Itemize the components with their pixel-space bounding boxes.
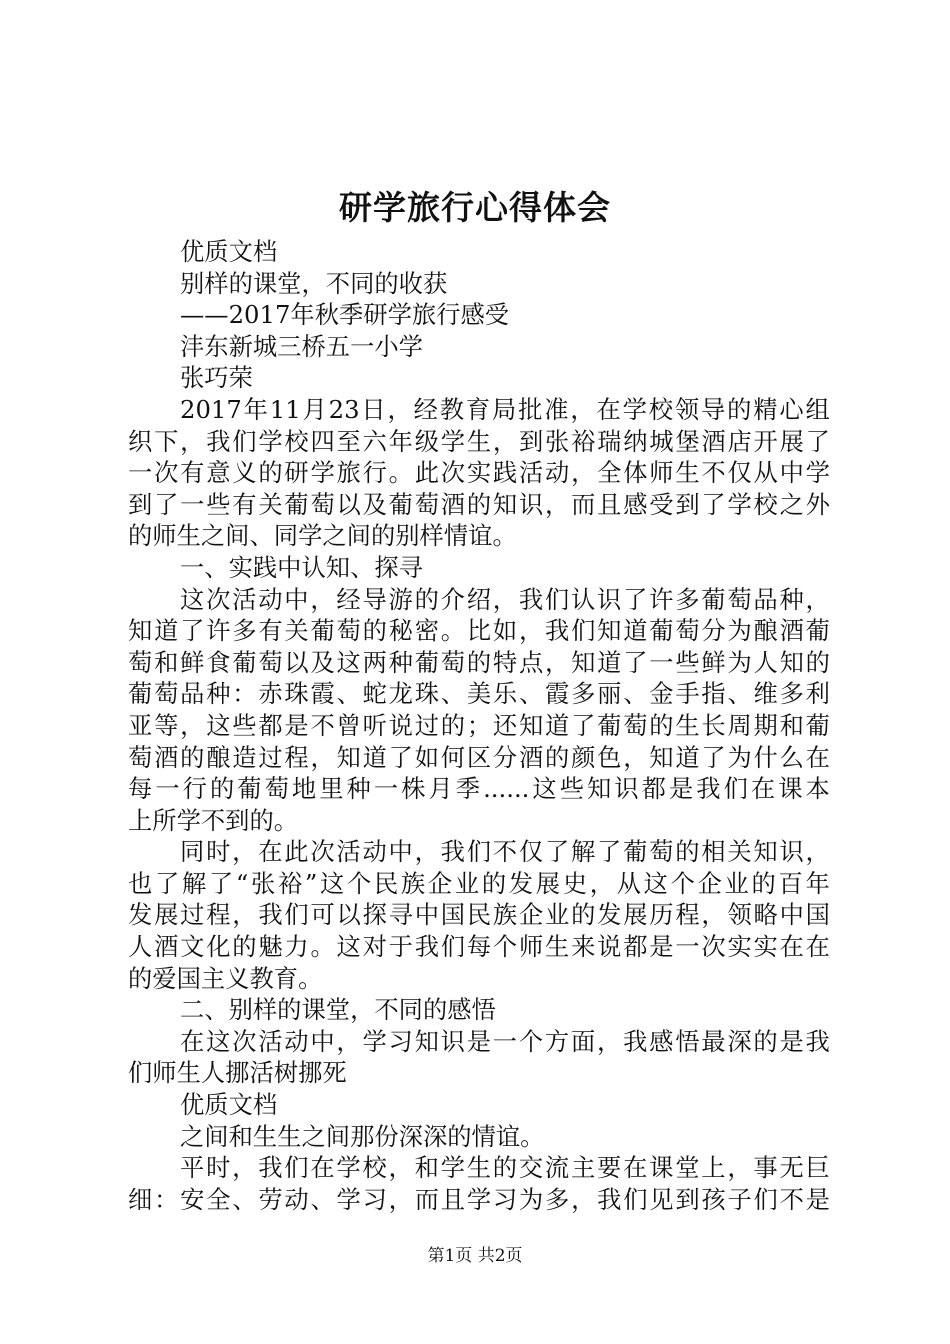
text-line: 一 次 有 意 义 的 研 学 旅 行 。 此 次 实 践 活 动 ， 全 体 师 生 不 仅 从 中 学 bbox=[128, 458, 830, 488]
text-line: 优质文档 bbox=[180, 237, 278, 266]
text-line: 织 下 ， 我 们 学 校 四 至 六 年 级 学 生 ， 到 张 裕 瑞 纳 城 堡 酒 店 开 展 了 bbox=[128, 426, 830, 456]
text-line: ——2017年秋季研学旅行感受 bbox=[180, 300, 510, 330]
text-line: 人 酒 文 化 的 魅 力 。 这 对 于 我 们 每 个 师 生 来 说 都 是 一 次 实 实 在 在 bbox=[128, 932, 830, 962]
text-line: 萄 酒 的 酿 造 过 程 ， 知 道 了 如 何 区 分 酒 的 颜 色 ， 知 道 了 为 什 么 在 bbox=[128, 742, 830, 772]
text-line: 二、别样的课堂，不同的感悟 bbox=[180, 995, 496, 1025]
document-body bbox=[128, 236, 830, 1215]
text-line: 的爱国主义教育。 bbox=[128, 963, 323, 993]
text-line: 葡 萄 品 种 ： 赤 珠 霞 、 蛇 龙 珠 、 美 乐 、 霞 多 丽 、 金 手 指 、 维 多 利 bbox=[128, 679, 830, 709]
text-line: 也 了 解 了 “ 张 裕 ” 这 个 民 族 企 业 的 发 展 史 ， 从 这 个 企 业 的 百 年 bbox=[128, 868, 830, 898]
text-line: 之间和生生之间那份深深的情谊。 bbox=[180, 1121, 545, 1151]
text-line: 们师生人挪活树挪死 bbox=[128, 1058, 347, 1088]
text-line: 2017 年 11 月 23 日 ， 经 教 育 局 批 准 ， 在 学 校 领 导 的 精 心 组 bbox=[180, 394, 830, 424]
text-line: 发 展 过 程 ， 我 们 可 以 探 寻 中 国 民 族 企 业 的 发 展 历 程 ， 领 略 中 国 bbox=[128, 900, 830, 930]
text-line: 平 时 ， 我 们 在 学 校 ， 和 学 生 的 交 流 主 要 在 课 堂 上 ， 事 无 巨 bbox=[180, 1153, 830, 1183]
page-footer: 第1页 共2页 bbox=[427, 1246, 523, 1266]
text-line: 到 了 一 些 有 关 葡 萄 以 及 葡 萄 酒 的 知 识 ， 而 且 感 受 到 了 学 校 之 外 bbox=[128, 489, 830, 519]
text-line: 每 一 行 的 葡 萄 地 里 种 一 株 月 季 ...... 这 些 知 识 都 是 我 们 在 课 本 bbox=[128, 774, 830, 804]
text-line: 一、实践中认知、探寻 bbox=[180, 552, 423, 582]
text-line: 沣东新城三桥五一小学 bbox=[180, 331, 423, 361]
text-line: 细 ： 安 全 、 劳 动 、 学 习 ， 而 且 学 习 为 多 ， 我 们 见 到 孩 子 们 不 是 bbox=[128, 1184, 830, 1214]
text-line: 萄 和 鲜 食 葡 萄 以 及 这 两 种 葡 萄 的 特 点 ， 知 道 了 一 些 鲜 为 人 知 的 bbox=[128, 647, 830, 677]
text-line: 同 时 ， 在 此 次 活 动 中 ， 我 们 不 仅 了 解 了 葡 萄 的 相 关 知 识 ， bbox=[180, 837, 830, 867]
text-line: 张巧荣 bbox=[180, 363, 253, 393]
document-title: 研学旅行心得体会 bbox=[339, 188, 611, 227]
text-line: 亚 等 ， 这 些 都 是 不 曾 听 说 过 的 ； 还 知 道 了 葡 萄 的 生 长 周 期 和 葡 bbox=[128, 710, 830, 740]
text-line: 上所学不到的。 bbox=[128, 805, 299, 835]
text-line: 的师生之间、同学之间的别样情谊。 bbox=[128, 521, 517, 551]
text-line: 在 这 次 活 动 中 ， 学 习 知 识 是 一 个 方 面 ， 我 感 悟 最 深 的 是 我 bbox=[180, 1026, 830, 1056]
text-line: 优质文档 bbox=[180, 1090, 278, 1120]
text-line: 这 次 活 动 中 ， 经 导 游 的 介 绍 ， 我 们 认 识 了 许 多 葡 萄 品 种 ， bbox=[180, 584, 830, 614]
text-line: 别样的课堂，不同的收获 bbox=[180, 268, 448, 298]
text-line: 知 道 了 许 多 有 关 葡 萄 的 秘 密 。 比 如 ， 我 们 知 道 葡 萄 分 为 酿 酒 葡 bbox=[128, 616, 830, 646]
